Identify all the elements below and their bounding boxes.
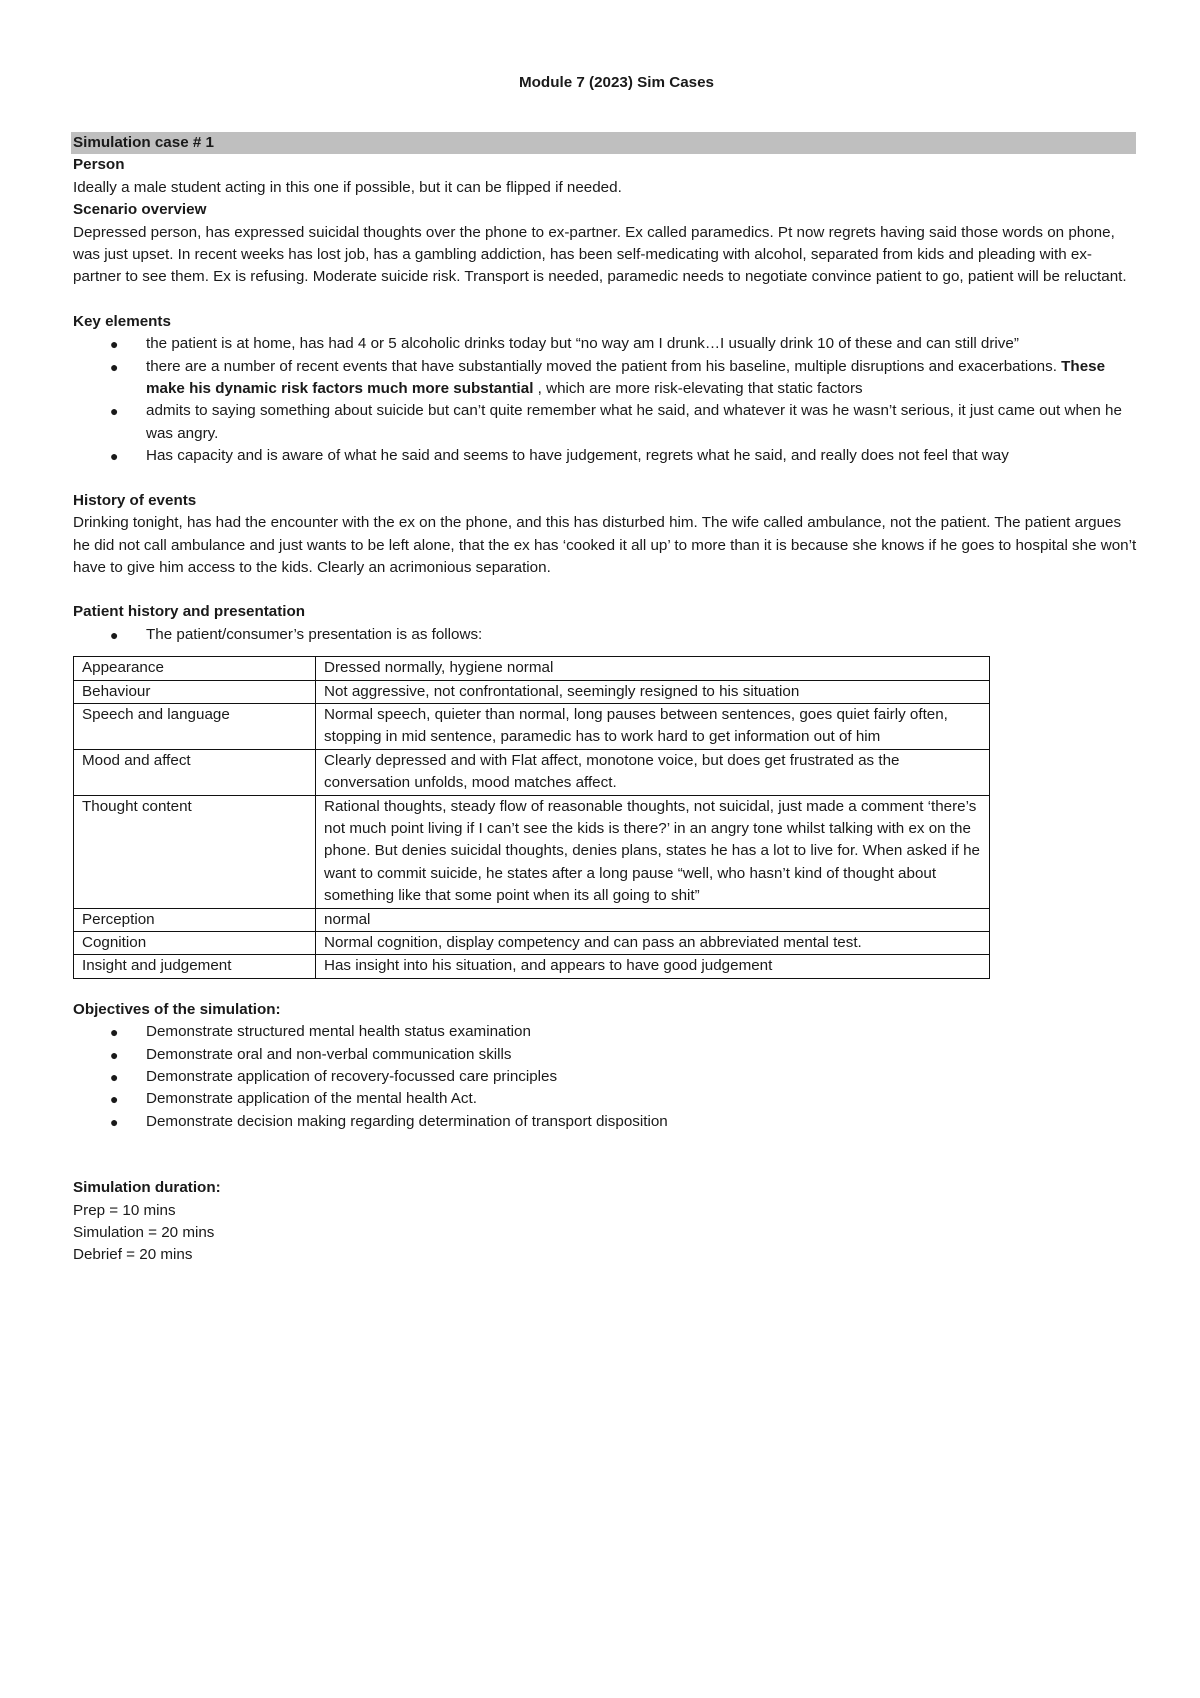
table-row <box>74 680 990 703</box>
history-text: Drinking tonight, has had the encounter with the ex on the phone, and this has disturbed him. The wife called ambulance, not the patient. The patient argues he did not call ambulance and just wants to be left alone, that the ex has ‘cooked it all up’ to more than it is because she knows if he goes to hospital she won’t have to give him access to the kids. Clearly an acrimonious separation. <box>73 514 1137 576</box>
duration-heading: Simulation duration: <box>73 1179 221 1197</box>
table-cell-value: Not aggressive, not confrontational, seemingly resigned to his situation <box>316 680 990 703</box>
person-heading: Person <box>73 156 125 174</box>
list-item: ● Has capacity and is aware of what he said and seems to have judgement, regrets what he said, and really does not feel that way <box>73 445 1140 467</box>
bullet-icon: ● <box>110 358 119 375</box>
table-row <box>74 908 990 931</box>
bullet-icon: ● <box>110 1091 119 1108</box>
bullet-icon: ● <box>110 403 119 420</box>
list-item: ● Demonstrate oral and non-verbal communication skills <box>73 1044 1140 1066</box>
table-cell-value: Has insight into his situation, and appears to have good judgement <box>316 955 990 978</box>
key-elements-heading: Key elements <box>73 312 171 330</box>
history-heading: History of events <box>73 491 197 509</box>
list-item: ● there are a number of recent events that have substantially moved the patient from his baseline, multiple disruptions and exacerbations. These make his dynamic risk factors much more substantial , which are more risk-elevating that static factors <box>110 357 1106 398</box>
table-cell-value: Dressed normally, hygiene normal <box>316 657 990 680</box>
table-cell-label: Insight and judgement <box>74 955 316 978</box>
table-cell-label: Thought content <box>74 795 316 908</box>
case-header: Simulation case # 1 <box>71 132 1136 154</box>
key-elements-list <box>73 333 1140 467</box>
bullet-icon: ● <box>110 1069 119 1086</box>
table-cell-value: Normal speech, quieter than normal, long pauses between sentences, goes quiet fairly often, stopping in mid sentence, paramedic has to work hard to get information out of him <box>316 703 990 749</box>
table-cell-label: Speech and language <box>74 703 316 749</box>
list-item: ● Demonstrate decision making regarding determination of transport disposition <box>73 1111 1140 1133</box>
emphasis-text: These make his dynamic risk factors much more substantial <box>146 357 1106 398</box>
table-cell-label: Appearance <box>74 657 316 680</box>
objectives-heading: Objectives of the simulation: <box>73 1000 281 1018</box>
presentation-list <box>73 624 1140 646</box>
table-row <box>74 657 990 680</box>
duration-prep: Prep = 10 mins <box>73 1201 176 1219</box>
document-title: Module 7 (2023) Sim Cases <box>519 74 714 91</box>
bullet-icon: ● <box>110 1024 119 1041</box>
duration-simulation: Simulation = 20 mins <box>73 1224 215 1242</box>
list-item: ● admits to saying something about suicide but can’t quite remember what he said, and whatever it was he wasn’t serious, it just came out when he was angry. <box>110 402 1122 442</box>
bullet-icon: ● <box>110 1046 119 1063</box>
overview-text: Depressed person, has expressed suicidal thoughts over the phone to ex-partner. Ex called paramedics. Pt now regrets having said those words on phone, was just upset. In recent weeks has lost job, has a gambling addiction, has been self-medicating with alcohol, separated from kids and pleading with ex-partner to see them. Ex is refusing. Moderate suicide risk. Transport is needed, paramedic needs to negotiate convince patient to go, patient will be reluctant. <box>73 223 1127 286</box>
table-cell-value: Normal cognition, display competency and can pass an abbreviated mental test. <box>316 932 990 955</box>
duration-debrief: Debrief = 20 mins <box>73 1246 193 1264</box>
list-item: ● Demonstrate structured mental health status examination <box>73 1021 1140 1043</box>
bullet-icon: ● <box>110 1113 119 1130</box>
table-cell-label: Mood and affect <box>74 749 316 795</box>
table-row <box>74 795 990 908</box>
objectives-list <box>73 1021 1140 1133</box>
list-item: ● the patient is at home, has had 4 or 5 alcoholic drinks today but “no way am I drunk…I usually drink 10 of these and can still drive” <box>73 333 1140 355</box>
presentation-heading: Patient history and presentation <box>73 603 306 621</box>
table-row <box>74 703 990 749</box>
table-cell-value: normal <box>316 908 990 931</box>
bullet-icon: ● <box>110 626 119 643</box>
table-row <box>74 749 990 795</box>
table-cell-label: Cognition <box>74 932 316 955</box>
mental-status-table <box>73 656 990 979</box>
overview-heading: Scenario overview <box>73 201 207 219</box>
table-cell-label: Behaviour <box>74 680 316 703</box>
list-item: ● Demonstrate application of recovery-focussed care principles <box>73 1066 1140 1088</box>
person-text: Ideally a male student acting in this one if possible, but it can be flipped if needed. <box>73 178 622 196</box>
bullet-icon: ● <box>110 336 119 353</box>
table-cell-value: Rational thoughts, steady flow of reasonable thoughts, not suicidal, just made a comment ‘there’s not much point living if I can’t see the kids is there?’ in an angry tone whilst talking with ex on the phone. But denies suicidal thoughts, denies plans, states he has a lot to live for. When asked if he want to commit suicide, he states after a long pause “well, who hasn’t kind of thought about something like that some point when its all going to shit” <box>316 795 990 908</box>
table-cell-label: Perception <box>74 908 316 931</box>
bullet-icon: ● <box>110 448 119 465</box>
table-row <box>74 932 990 955</box>
table-row <box>74 955 990 978</box>
list-item: ● Demonstrate application of the mental health Act. <box>73 1088 1140 1110</box>
list-item: ● The patient/consumer’s presentation is as follows: <box>73 624 1140 646</box>
table-cell-value: Clearly depressed and with Flat affect, monotone voice, but does get frustrated as the conversation unfolds, mood matches affect. <box>316 749 990 795</box>
